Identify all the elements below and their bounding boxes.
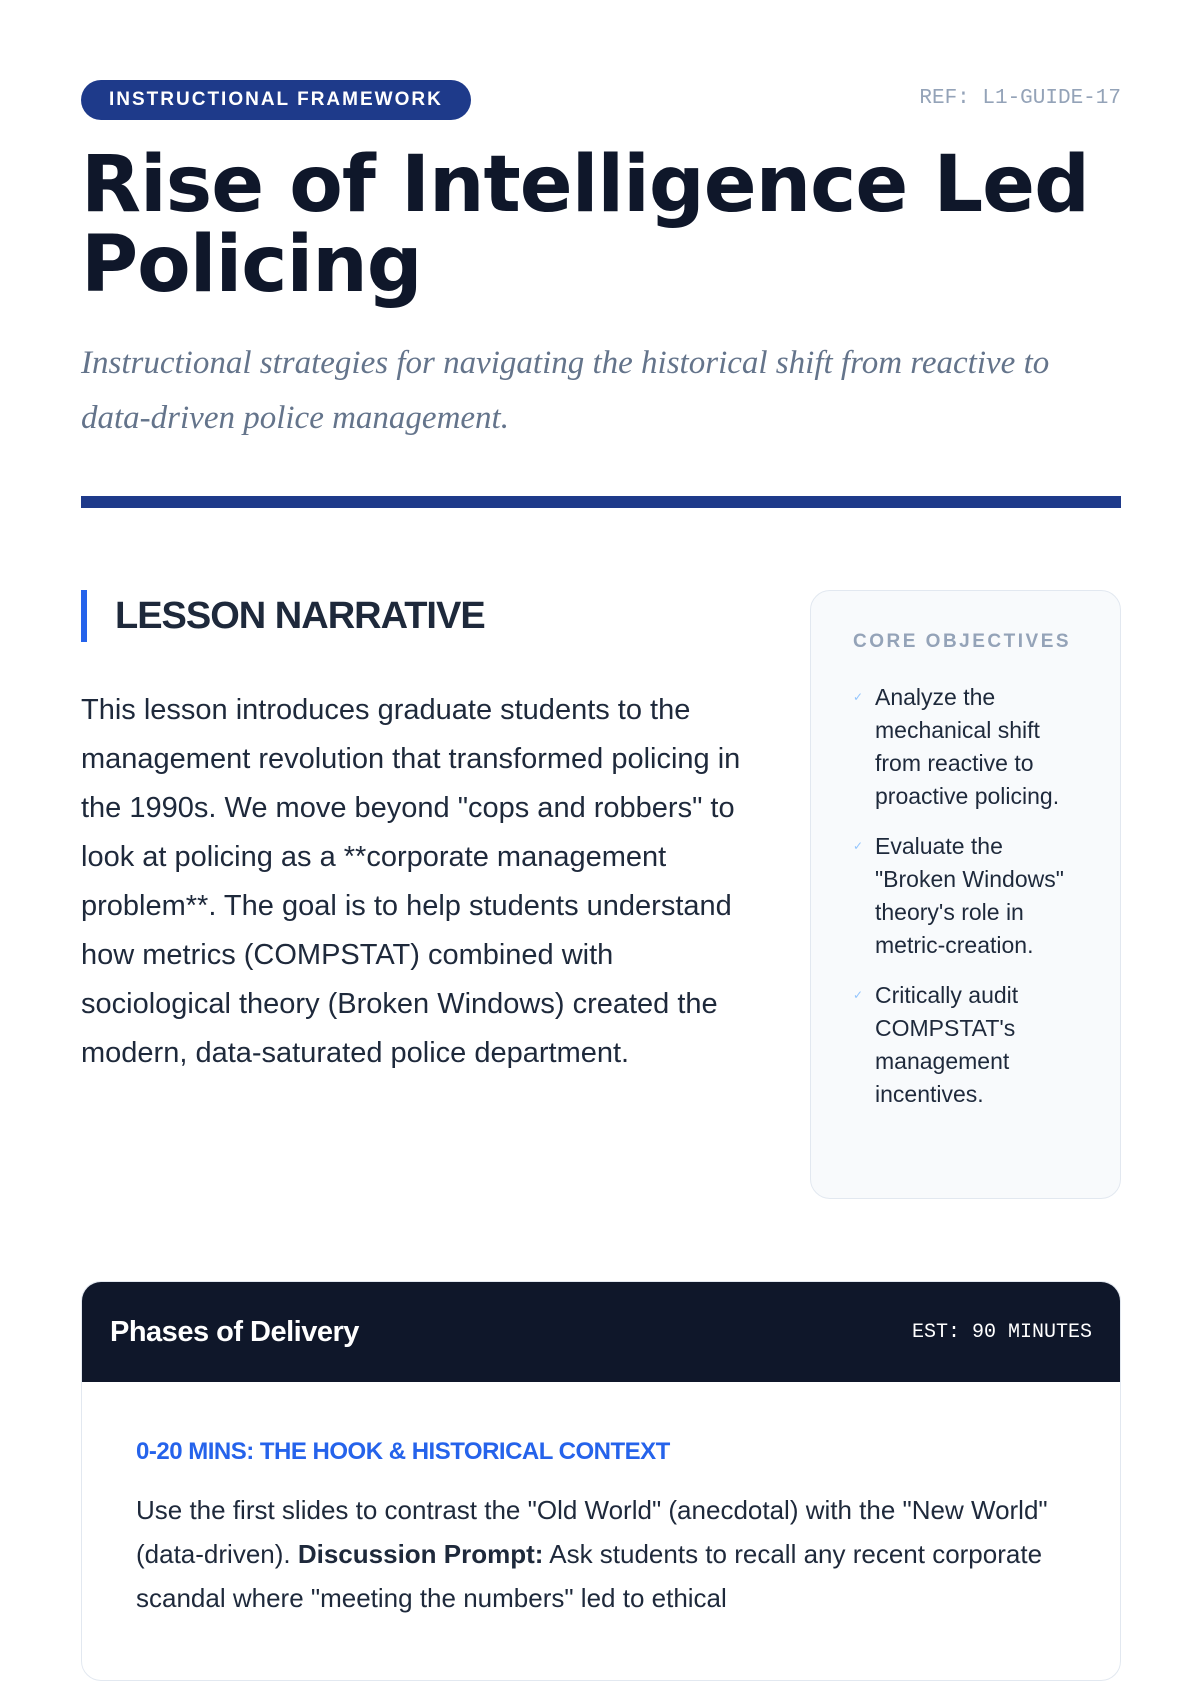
check-icon: ✓ (853, 988, 864, 1002)
phase-heading: 0-20 MINS: THE HOOK & HISTORICAL CONTEXT (136, 1438, 670, 1465)
check-icon: ✓ (853, 839, 864, 853)
section-heading: LESSON NARRATIVE (81, 590, 761, 642)
lesson-narrative (81, 590, 761, 1078)
core-objectives-panel (810, 590, 1121, 1199)
page-subtitle: Instructional strategies for navigating the historical shift from reactive to data-driven police management. (81, 345, 1050, 436)
narrative-body: This lesson introduces graduate students to the management revolution that transformed policing in the 1990s. We move beyond "cops and robbers" to look at policing as a **corporate management problem**. The goal is to help students understand how metrics (COMPSTAT) combined with sociological theory (Broken Windows) created the modern, data-saturated police department. (81, 694, 741, 1069)
objective-item: ✓ Evaluate the "Broken Windows" theory's role in metric-creation. (853, 830, 1090, 962)
phase-text: Use the first slides to contrast the "Old World" (anecdotal) with the "New World" (data-driven). Discussion Prompt: Ask students to recall any recent corporate scandal where "meeting the numbers" led to ethical (136, 1495, 1048, 1613)
phases-title: Phases of Delivery (110, 1315, 359, 1348)
page-title: Rise of Intelligence Led Policing (81, 140, 1089, 310)
check-icon: ✓ (853, 690, 864, 704)
objectives-heading: CORE OBJECTIVES (853, 631, 1072, 652)
time-estimate: EST: 90 MINUTES (911, 1320, 1092, 1344)
reference-code: REF: L1-GUIDE-17 (919, 87, 1121, 110)
category-badge: INSTRUCTIONAL FRAMEWORK (81, 80, 471, 120)
objective-item: ✓ Critically audit COMPSTAT's management incentives. (853, 979, 1090, 1111)
objective-item: ✓ Analyze the mechanical shift from reactive to proactive policing. (853, 681, 1090, 813)
phases-header (82, 1282, 1120, 1382)
divider (81, 496, 1121, 508)
phases-card (81, 1281, 1121, 1681)
